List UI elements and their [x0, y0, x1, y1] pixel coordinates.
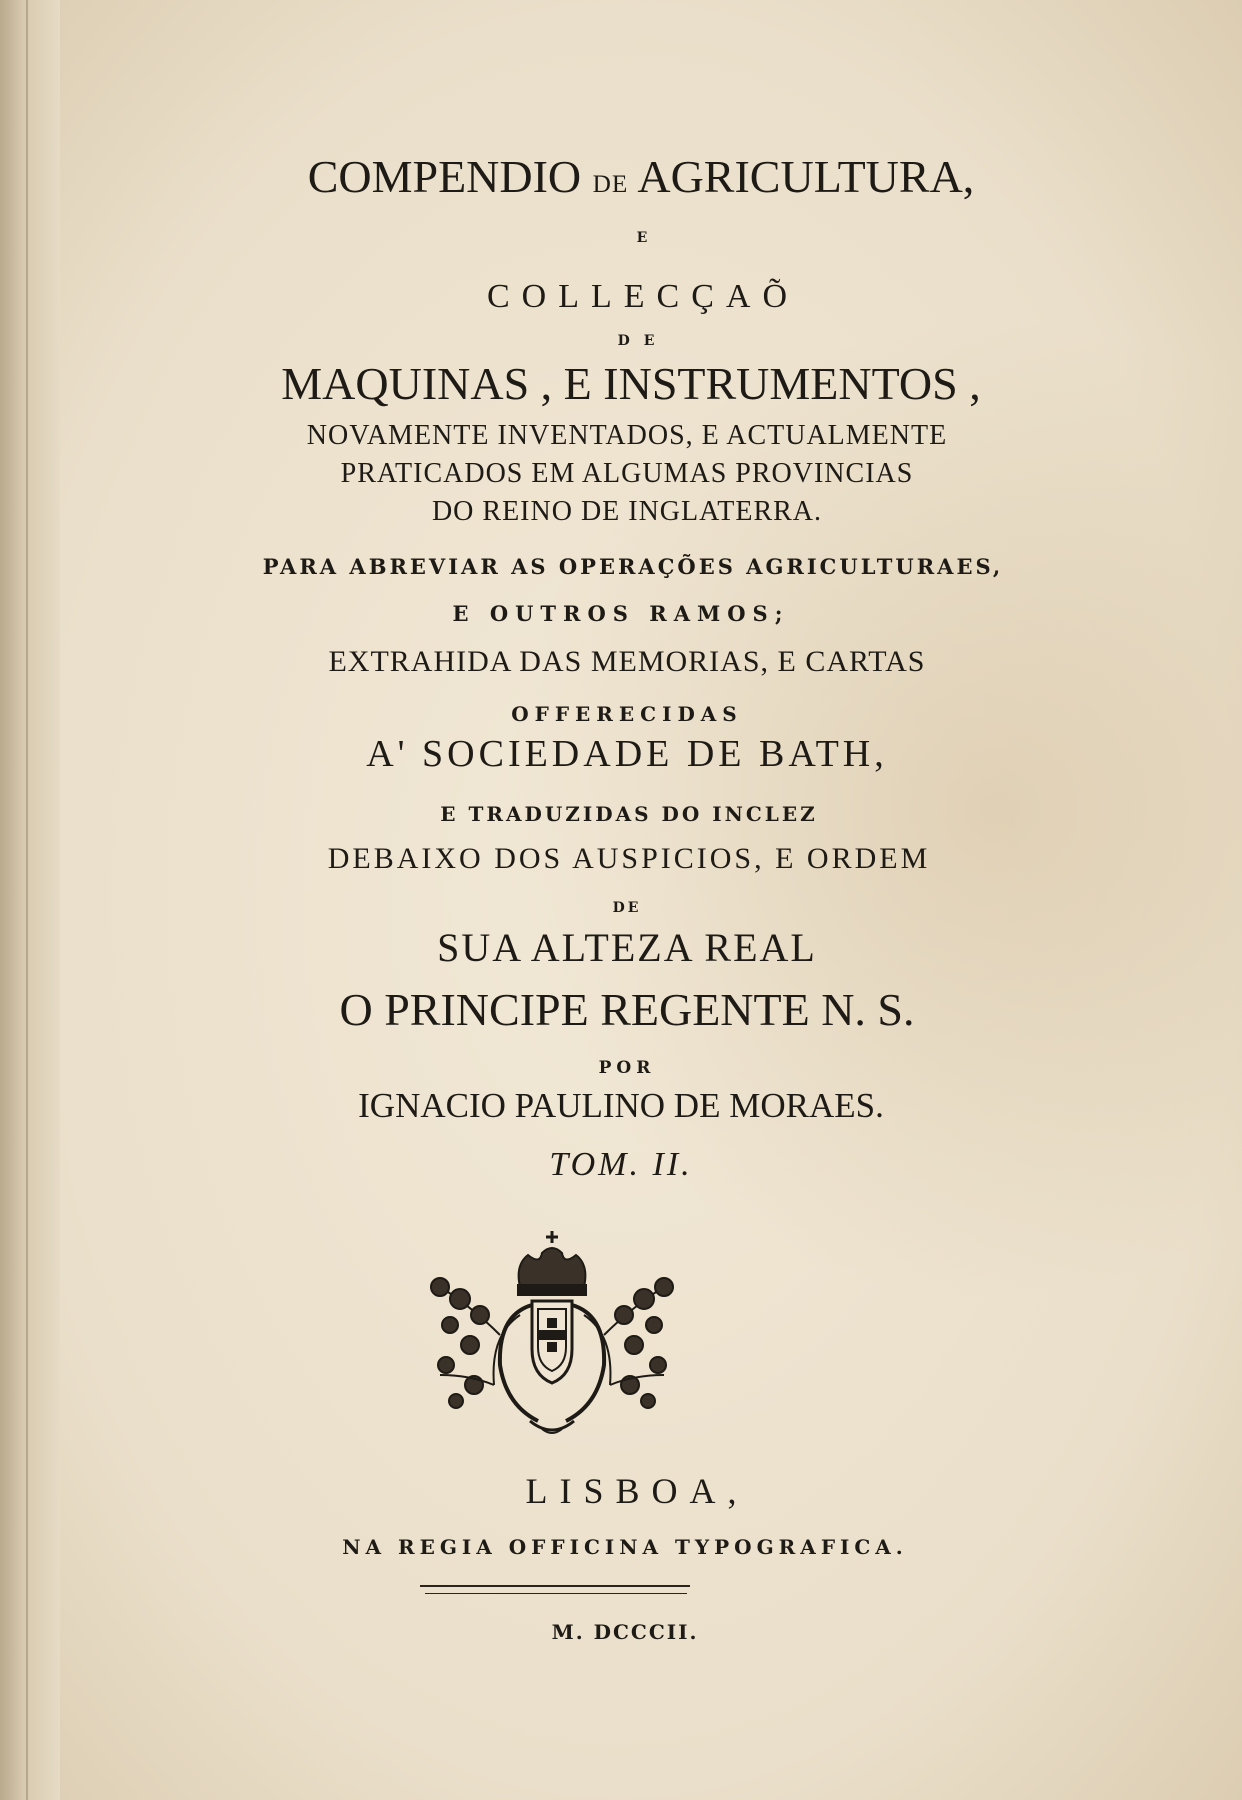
subtitle-line-reino: DO REINO DE INGLATERRA. [431, 496, 823, 527]
subtitle-line-outros-ramos: E OUTROS RAMOS; [452, 601, 790, 626]
title-line-compendio [20, 150, 1242, 203]
author-line-por: POR [598, 1058, 656, 1078]
title-line-de-1: DE [617, 333, 669, 349]
title-line-colleccao: COLLECÇAÕ [487, 278, 799, 315]
title-word-agricultura: AGRICULTURA, [637, 151, 975, 202]
title-line-maquinas: MAQUINAS , E INSTRUMENTOS , [281, 358, 981, 409]
subtitle-line-auspicios: DEBAIXO DOS AUSPICIOS, E ORDEM [327, 842, 931, 875]
subtitle-line-traduzidas: E TRADUZIDAS DO INCLEZ [440, 802, 818, 826]
author-name: IGNACIO PAULINO DE MORAES. [358, 1086, 884, 1125]
title-word-de: DE [592, 170, 629, 198]
imprint-year: M. DCCCII. [551, 1620, 699, 1644]
imprint-rule-thick [420, 1585, 690, 1587]
royal-coat-of-arms-icon [420, 1225, 684, 1440]
subtitle-line-extrahida: EXTRAHIDA DAS MEMORIAS, E CARTAS [328, 645, 926, 678]
title-line-e: E [636, 230, 650, 246]
title-word-compendio: COMPENDIO [307, 151, 582, 202]
subtitle-line-novamente: NOVAMENTE INVENTADOS, E ACTUALMENTE [306, 420, 948, 451]
imprint-place: LISBOA, [525, 1471, 749, 1511]
subtitle-line-sociedade-bath: A' SOCIEDADE DE BATH, [366, 733, 888, 775]
dedication-line-principe: O PRINCIPE REGENTE N. S. [339, 984, 915, 1035]
subtitle-line-offerecidas: OFFERECIDAS [511, 702, 743, 726]
subtitle-line-abreviar: PARA ABREVIAR AS OPERAÇÕES AGRICULTURAES, [262, 554, 1004, 579]
dedication-line-alteza: SUA ALTEZA REAL [437, 925, 817, 970]
volume-number: TOM. II. [549, 1146, 693, 1183]
title-line-de-2: DE [612, 900, 642, 916]
imprint-rule-thin [425, 1593, 687, 1594]
subtitle-line-praticados: PRATICADOS EM ALGUMAS PROVINCIAS [340, 458, 914, 489]
imprint-printer: NA REGIA OFFICINA TYPOGRAFICA. [342, 1535, 908, 1559]
